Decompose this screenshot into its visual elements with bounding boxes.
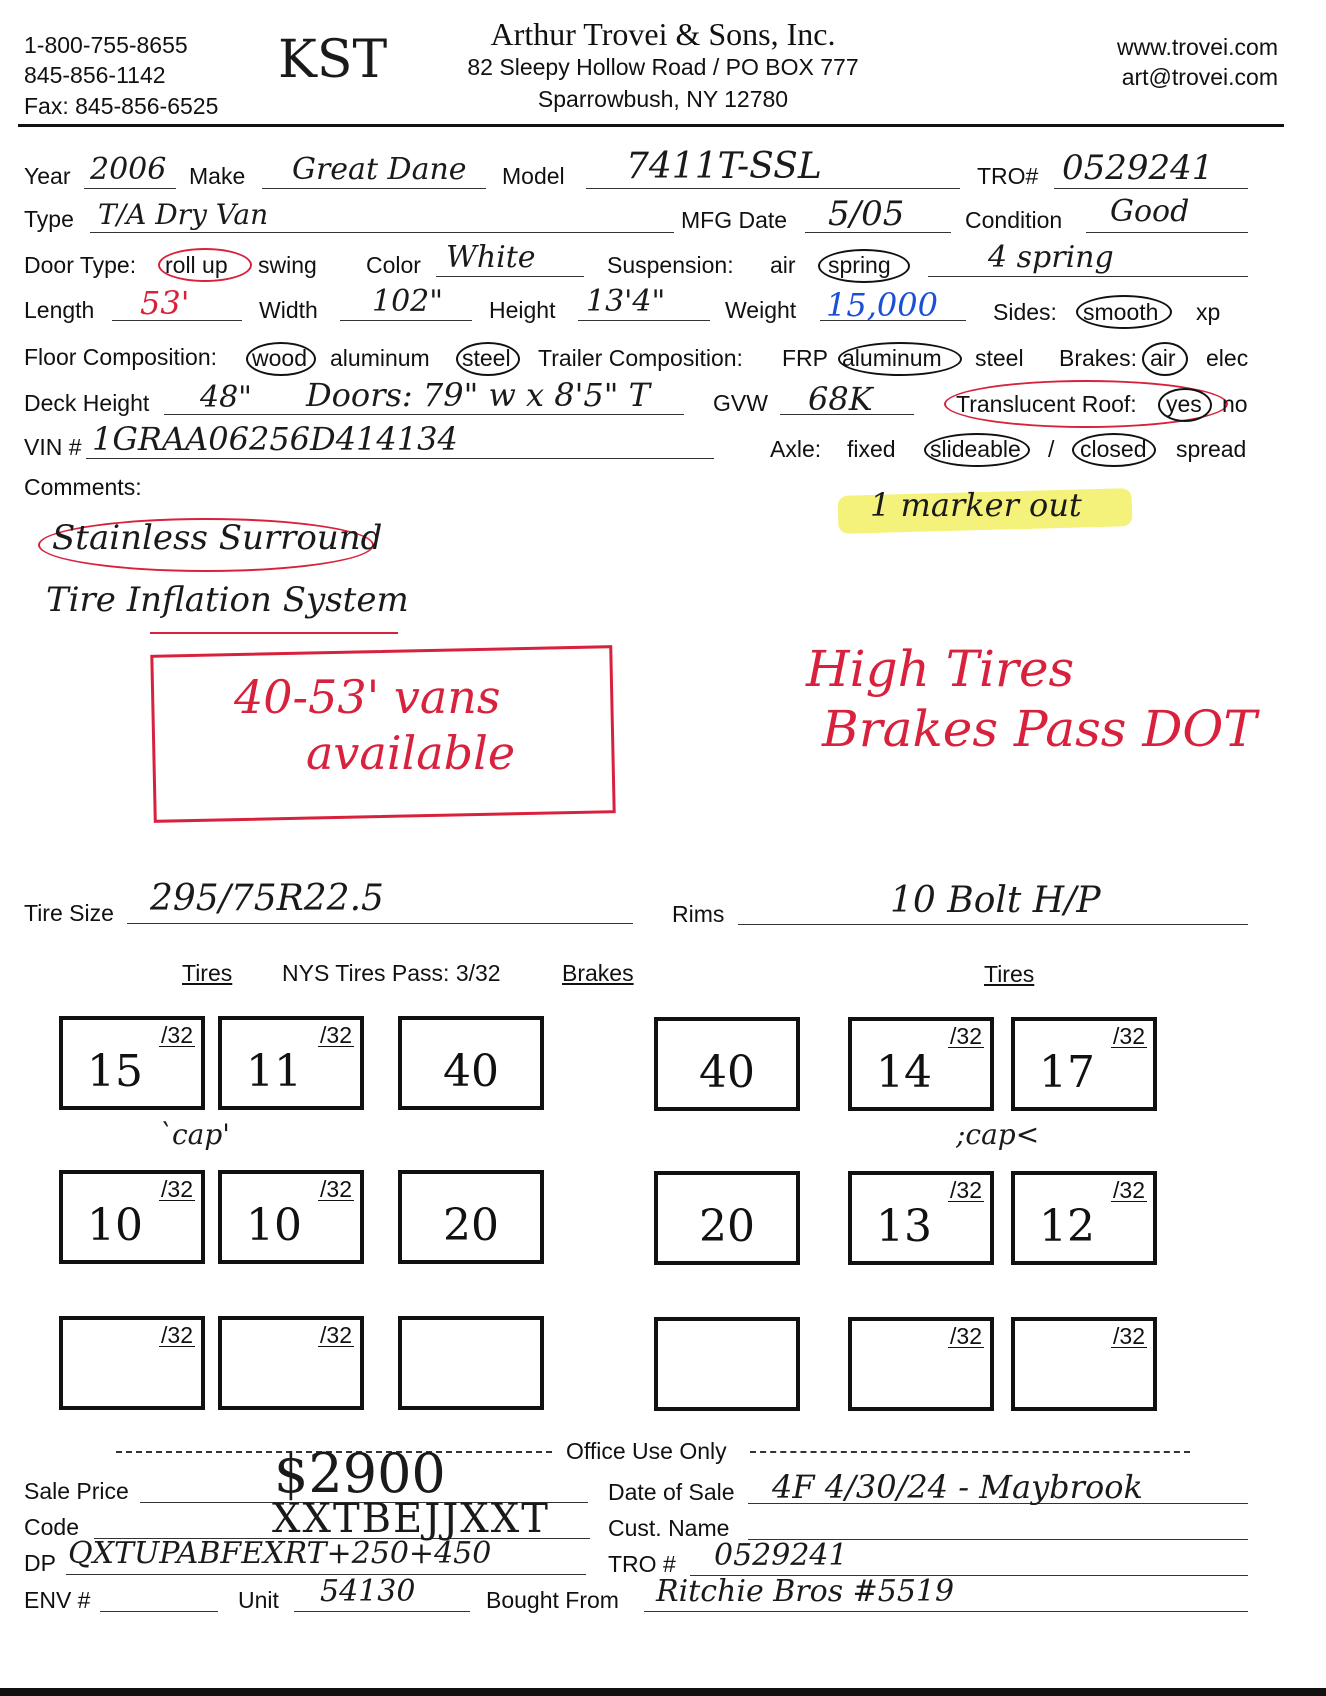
make-value[interactable]: Great Dane bbox=[292, 152, 467, 187]
sale-price-value[interactable]: $2900 bbox=[274, 1442, 446, 1505]
deck-height-value[interactable]: 48" bbox=[200, 380, 252, 415]
brake-box-left-3[interactable] bbox=[398, 1316, 544, 1410]
sides-option-xp[interactable]: xp bbox=[1196, 299, 1221, 325]
date-of-sale-label: Date of Sale bbox=[608, 1479, 735, 1505]
comment-line-2: Tire Inflation System bbox=[46, 580, 409, 620]
tread-depth: 10 bbox=[87, 1200, 143, 1251]
trailer-option-steel[interactable]: steel bbox=[975, 345, 1024, 371]
gvw-label: GVW bbox=[713, 390, 768, 416]
model-label: Model bbox=[502, 163, 565, 189]
weight-value[interactable]: 15,000 bbox=[826, 286, 938, 324]
note-high-tires: High Tires bbox=[806, 640, 1075, 698]
smooth-circle-mark bbox=[1076, 295, 1172, 329]
nys-tires-pass-note: NYS Tires Pass: 3/32 bbox=[282, 960, 501, 986]
vin-label: VIN # bbox=[24, 434, 82, 460]
tires-left-header: Tires bbox=[182, 960, 233, 986]
brake-percent: 40 bbox=[443, 1046, 499, 1097]
closed-circle-mark bbox=[1072, 433, 1156, 467]
cap-note-left: `cap' bbox=[158, 1118, 230, 1151]
color-value[interactable]: White bbox=[446, 240, 536, 275]
yes-circle-mark bbox=[1158, 388, 1212, 422]
tires-right-header: Tires bbox=[984, 961, 1035, 987]
tire-box-right-outer-3[interactable] bbox=[1011, 1317, 1157, 1411]
vans-available-line-2: available bbox=[306, 726, 516, 780]
note-brakes-pass: Brakes Pass DOT bbox=[822, 700, 1257, 758]
vin-value[interactable]: 1GRAA06256D414134 bbox=[92, 420, 458, 458]
tire-box-right-outer-1[interactable] bbox=[1011, 1017, 1157, 1111]
width-value[interactable]: 102" bbox=[372, 284, 444, 319]
brakes-header: Brakes bbox=[562, 960, 634, 986]
company-name: Arthur Trovei & Sons, Inc. bbox=[490, 16, 836, 52]
customer-name-label: Cust. Name bbox=[608, 1515, 730, 1541]
roof-option-no[interactable]: no bbox=[1222, 391, 1248, 417]
rims-label: Rims bbox=[672, 901, 725, 927]
spring-circle-mark bbox=[818, 249, 910, 283]
office-tro-value[interactable]: 0529241 bbox=[714, 1538, 848, 1573]
weight-label: Weight bbox=[725, 297, 797, 323]
marker-out-note: 1 marker out bbox=[870, 486, 1082, 524]
fraction-label: /32 bbox=[950, 1323, 982, 1349]
fraction-label: /32 bbox=[320, 1022, 352, 1048]
translucent-roof-label: Translucent Roof: bbox=[956, 391, 1137, 417]
axle-separator: / bbox=[1048, 436, 1055, 462]
condition-label: Condition bbox=[965, 207, 1063, 233]
trailer-option-frp[interactable]: FRP bbox=[782, 345, 828, 371]
brake-percent: 40 bbox=[699, 1047, 755, 1098]
brake-box-right-1[interactable] bbox=[654, 1017, 800, 1111]
tire-size-label: Tire Size bbox=[24, 900, 114, 926]
tro-value[interactable]: 0529241 bbox=[1062, 148, 1214, 188]
tire-box-left-outer-1[interactable] bbox=[59, 1016, 205, 1110]
fraction-label: /32 bbox=[950, 1023, 982, 1049]
fraction-label: /32 bbox=[320, 1322, 352, 1348]
slideable-circle-mark bbox=[924, 433, 1030, 467]
deck-height-label: Deck Height bbox=[24, 390, 150, 416]
dp-label: DP bbox=[24, 1550, 56, 1576]
brake-box-right-3[interactable] bbox=[654, 1317, 800, 1411]
fraction-label: /32 bbox=[161, 1022, 193, 1048]
bought-from-label: Bought From bbox=[486, 1587, 619, 1613]
code-label: Code bbox=[24, 1514, 79, 1540]
tread-depth: 13 bbox=[876, 1201, 932, 1252]
fraction-label: /32 bbox=[1113, 1177, 1145, 1203]
axle-option-closed[interactable]: closed bbox=[1080, 436, 1147, 462]
aluminum-circle-mark bbox=[838, 342, 962, 376]
gvw-value[interactable]: 68K bbox=[808, 380, 873, 418]
email-link[interactable]: art@trovei.com bbox=[1121, 64, 1278, 90]
brake-box-right-2[interactable] bbox=[654, 1171, 800, 1265]
office-use-only-title: Office Use Only bbox=[566, 1438, 727, 1464]
door-type-label: Door Type: bbox=[24, 252, 137, 278]
year-label: Year bbox=[24, 163, 71, 189]
tread-depth: 10 bbox=[246, 1200, 302, 1251]
fraction-label: /32 bbox=[161, 1322, 193, 1348]
roll-up-circle-mark bbox=[158, 248, 252, 282]
tire-box-left-outer-3[interactable] bbox=[59, 1316, 205, 1410]
fraction-label: /32 bbox=[320, 1176, 352, 1202]
year-value[interactable]: 2006 bbox=[90, 152, 167, 187]
office-tro-label: TRO # bbox=[608, 1551, 676, 1577]
air-brakes-circle-mark bbox=[1142, 342, 1188, 376]
axle-option-spread[interactable]: spread bbox=[1176, 436, 1247, 462]
fraction-label: /32 bbox=[1113, 1323, 1145, 1349]
unit-label: Unit bbox=[238, 1587, 279, 1613]
bought-from-value[interactable]: Ritchie Bros #5519 bbox=[656, 1574, 955, 1609]
vans-available-line-1: 40-53' vans bbox=[234, 670, 501, 724]
initials: KST bbox=[278, 30, 388, 90]
website-link[interactable]: www.trovei.com bbox=[1116, 34, 1278, 60]
phone-2: 845-856-1142 bbox=[24, 62, 166, 88]
fraction-label: /32 bbox=[950, 1177, 982, 1203]
fraction-label: /32 bbox=[161, 1176, 193, 1202]
cap-note-right: ;cap< bbox=[956, 1118, 1040, 1151]
tire-box-left-inner-1[interactable] bbox=[218, 1016, 364, 1110]
tire-box-left-inner-3[interactable] bbox=[218, 1316, 364, 1410]
tire-box-left-outer-2[interactable] bbox=[59, 1170, 205, 1264]
tread-depth: 12 bbox=[1039, 1201, 1095, 1252]
trailer-option-aluminum[interactable]: aluminum bbox=[842, 345, 942, 371]
dp-value[interactable]: QXTUPABFEXRT+250+450 bbox=[68, 1536, 492, 1571]
mfg-date-label: MFG Date bbox=[681, 207, 788, 233]
floor-composition-label: Floor Composition: bbox=[24, 344, 218, 370]
height-value[interactable]: 13'4" bbox=[586, 284, 666, 319]
steel-circle-mark bbox=[456, 342, 520, 376]
type-value[interactable]: T/A Dry Van bbox=[98, 198, 269, 231]
floor-option-aluminum[interactable]: aluminum bbox=[330, 345, 430, 371]
length-label: Length bbox=[24, 297, 95, 323]
height-label: Height bbox=[489, 297, 556, 323]
sale-price-label: Sale Price bbox=[24, 1478, 129, 1504]
red-underline-mark bbox=[150, 632, 398, 634]
model-value[interactable]: 7411T-SSL bbox=[626, 146, 822, 187]
sides-option-smooth[interactable]: smooth bbox=[1083, 299, 1159, 325]
brake-percent: 20 bbox=[699, 1201, 755, 1252]
trailer-composition-label: Trailer Composition: bbox=[538, 345, 743, 371]
brakes-label: Brakes: bbox=[1059, 345, 1137, 371]
axle-label: Axle: bbox=[770, 436, 822, 462]
brake-box-left-1[interactable] bbox=[398, 1016, 544, 1110]
tire-box-right-outer-2[interactable] bbox=[1011, 1171, 1157, 1265]
tread-depth: 17 bbox=[1039, 1047, 1095, 1098]
door-option-roll-up[interactable]: roll up bbox=[165, 252, 228, 278]
suspension-option-air[interactable]: air bbox=[770, 252, 796, 278]
tread-depth: 11 bbox=[246, 1046, 302, 1097]
doors-note[interactable]: Doors: 79" w x 8'5" T bbox=[306, 376, 650, 414]
tire-box-left-inner-2[interactable] bbox=[218, 1170, 364, 1264]
make-label: Make bbox=[189, 163, 246, 189]
roof-option-yes[interactable]: yes bbox=[1166, 391, 1202, 417]
color-label: Color bbox=[366, 252, 421, 278]
door-option-swing[interactable]: swing bbox=[258, 252, 317, 278]
fax-number: Fax: 845-856-6525 bbox=[24, 93, 219, 119]
length-value[interactable]: 53' bbox=[140, 284, 190, 322]
tire-box-right-inner-1[interactable] bbox=[848, 1017, 994, 1111]
phone-1: 1-800-755-8655 bbox=[24, 32, 188, 58]
company-address-2: Sparrowbush, NY 12780 bbox=[537, 86, 789, 112]
suspension-option-spring[interactable]: spring bbox=[828, 252, 891, 278]
comments-label: Comments: bbox=[24, 474, 142, 500]
code-value[interactable]: XXTBEJJXXT bbox=[272, 1496, 550, 1542]
company-address-1: 82 Sleepy Hollow Road / PO BOX 777 bbox=[467, 54, 859, 80]
scan-bottom-edge bbox=[0, 1688, 1326, 1696]
unit-value[interactable]: 54130 bbox=[320, 1574, 416, 1609]
width-label: Width bbox=[259, 297, 318, 323]
floor-option-wood[interactable]: wood bbox=[252, 345, 307, 371]
mfg-date-value[interactable]: 5/05 bbox=[828, 194, 905, 234]
tread-depth: 15 bbox=[87, 1046, 143, 1097]
brake-percent: 20 bbox=[443, 1200, 499, 1251]
sides-label: Sides: bbox=[993, 299, 1057, 325]
comment-line-1: Stainless Surround bbox=[52, 518, 383, 558]
tire-size-value[interactable]: 295/75R22.5 bbox=[150, 878, 384, 919]
condition-value[interactable]: Good bbox=[1110, 194, 1190, 229]
env-label: ENV # bbox=[24, 1587, 91, 1613]
brake-box-left-2[interactable] bbox=[398, 1170, 544, 1264]
brakes-option-elec[interactable]: elec bbox=[1206, 345, 1249, 371]
date-of-sale-value[interactable]: 4F 4/30/24 - Maybrook bbox=[772, 1468, 1143, 1506]
rims-value[interactable]: 10 Bolt H/P bbox=[890, 880, 1101, 921]
axle-option-fixed[interactable]: fixed bbox=[847, 436, 896, 462]
axle-option-slideable[interactable]: slideable bbox=[930, 436, 1021, 462]
tire-box-right-inner-2[interactable] bbox=[848, 1171, 994, 1265]
type-label: Type bbox=[24, 206, 74, 232]
office-dashed-right bbox=[750, 1451, 1190, 1453]
brakes-option-air[interactable]: air bbox=[1150, 345, 1176, 371]
tread-depth: 14 bbox=[876, 1047, 932, 1098]
tire-box-right-inner-3[interactable] bbox=[848, 1317, 994, 1411]
suspension-note[interactable]: 4 spring bbox=[988, 240, 1114, 275]
wood-circle-mark bbox=[246, 342, 316, 376]
suspension-label: Suspension: bbox=[607, 252, 734, 278]
floor-option-steel[interactable]: steel bbox=[462, 345, 511, 371]
fraction-label: /32 bbox=[1113, 1023, 1145, 1049]
tro-label: TRO# bbox=[977, 163, 1039, 189]
header-divider bbox=[18, 124, 1284, 127]
